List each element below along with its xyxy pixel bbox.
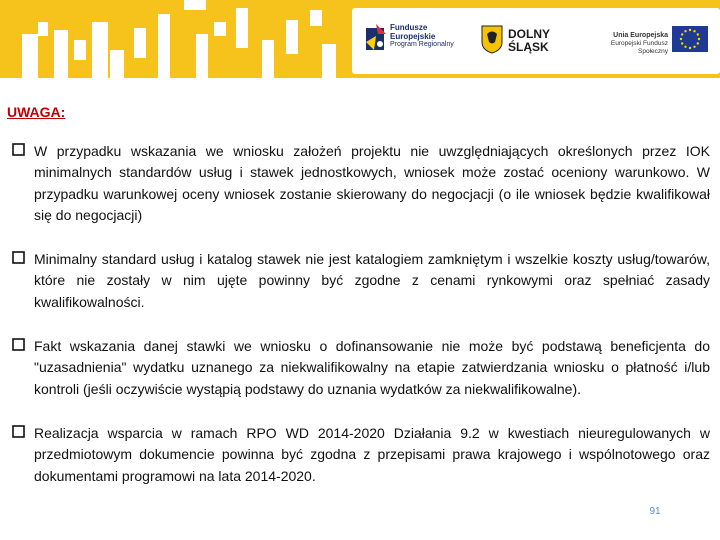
decorative-block <box>74 40 86 60</box>
bullet-text: W przypadku wskazania we wniosku założeń projektu nie uwzględniających określonych przez IOK minimalnych standardów usług i stawek jednostkowych, wniosek może zostać oceniony warunkowo. W przypadku warunkowej oceny wniosek zostanie skierowany do negocjacji (o ile wniosek będzie kwalifikował się do negocjacji) <box>34 143 710 223</box>
bullet-list <box>12 141 710 510</box>
fe-line3: Program Regionalny <box>390 41 454 48</box>
logo-bar <box>352 8 720 74</box>
decorative-block <box>54 30 68 78</box>
page-number: 91 <box>649 506 661 517</box>
bullet-item <box>12 336 710 400</box>
eagle-crest-icon <box>480 24 504 54</box>
decorative-block <box>286 20 298 54</box>
bullet-text: Minimalny standard usług i katalog stawek nie jest katalogiem zamkniętym i wszelkie koszty usług/towarów, które nie zostały w nim ujęte powinny być zgodne z cenami rynkowymi oraz spełniać zasady kwalifikowalności. <box>34 251 710 310</box>
decorative-block <box>110 50 124 78</box>
decorative-block <box>38 22 48 36</box>
fundusze-europejskie-logo <box>364 20 464 64</box>
decorative-block <box>92 22 108 78</box>
decorative-block <box>134 28 146 58</box>
checkbox-bullet-icon <box>12 425 25 438</box>
ue-line1: Unia Europejska <box>613 32 668 39</box>
decorative-block <box>262 40 274 78</box>
decorative-block <box>236 8 248 48</box>
bullet-item <box>12 141 710 226</box>
warning-heading: UWAGA: <box>7 104 66 120</box>
bullet-item <box>12 423 710 487</box>
bullet-text: Fakt wskazania danej stawki we wniosku o dofinansowanie nie może być podstawą beneficjenta do "uzasadnienia" wydatku uznanego za niekwalifikowalny na etapie zatwierdzania wniosku o płatność i/lub kontroli (jeśli oczywiście wystąpią podstawy do uznania wydatków za niekwalifikowalne). <box>34 338 710 397</box>
checkbox-bullet-icon <box>12 143 25 156</box>
decorative-block <box>214 22 226 36</box>
ds-line1: DOLNY <box>508 27 550 41</box>
fe-line1: Fundusze <box>390 23 428 32</box>
checkbox-bullet-icon <box>12 251 25 264</box>
checkbox-bullet-icon <box>12 338 25 351</box>
dolny-slask-logo <box>480 20 560 64</box>
decorative-block <box>158 14 170 78</box>
eu-logo <box>584 20 714 64</box>
fe-line2: Europejskie <box>390 31 436 41</box>
ue-line2: Europejski Fundusz Społeczny <box>610 40 668 55</box>
fe-emblem-icon <box>364 22 388 54</box>
decorative-block <box>322 44 336 78</box>
eu-flag-icon <box>672 26 708 52</box>
ds-line2: ŚLĄSK <box>508 40 549 54</box>
decorative-block <box>196 34 208 78</box>
decorative-block <box>184 0 206 10</box>
decorative-block <box>310 10 322 26</box>
bullet-item <box>12 249 710 313</box>
header-banner <box>0 0 720 78</box>
decorative-block <box>22 34 38 78</box>
bullet-text: Realizacja wsparcia w ramach RPO WD 2014-2020 Działania 9.2 w kwestiach nieuregulowanych w przedmiotowym dokumencie powinna być zgodna z przepisami prawa krajowego i wspólnotowego oraz dokumentami programowi na lata 2014-2020. <box>34 424 710 484</box>
